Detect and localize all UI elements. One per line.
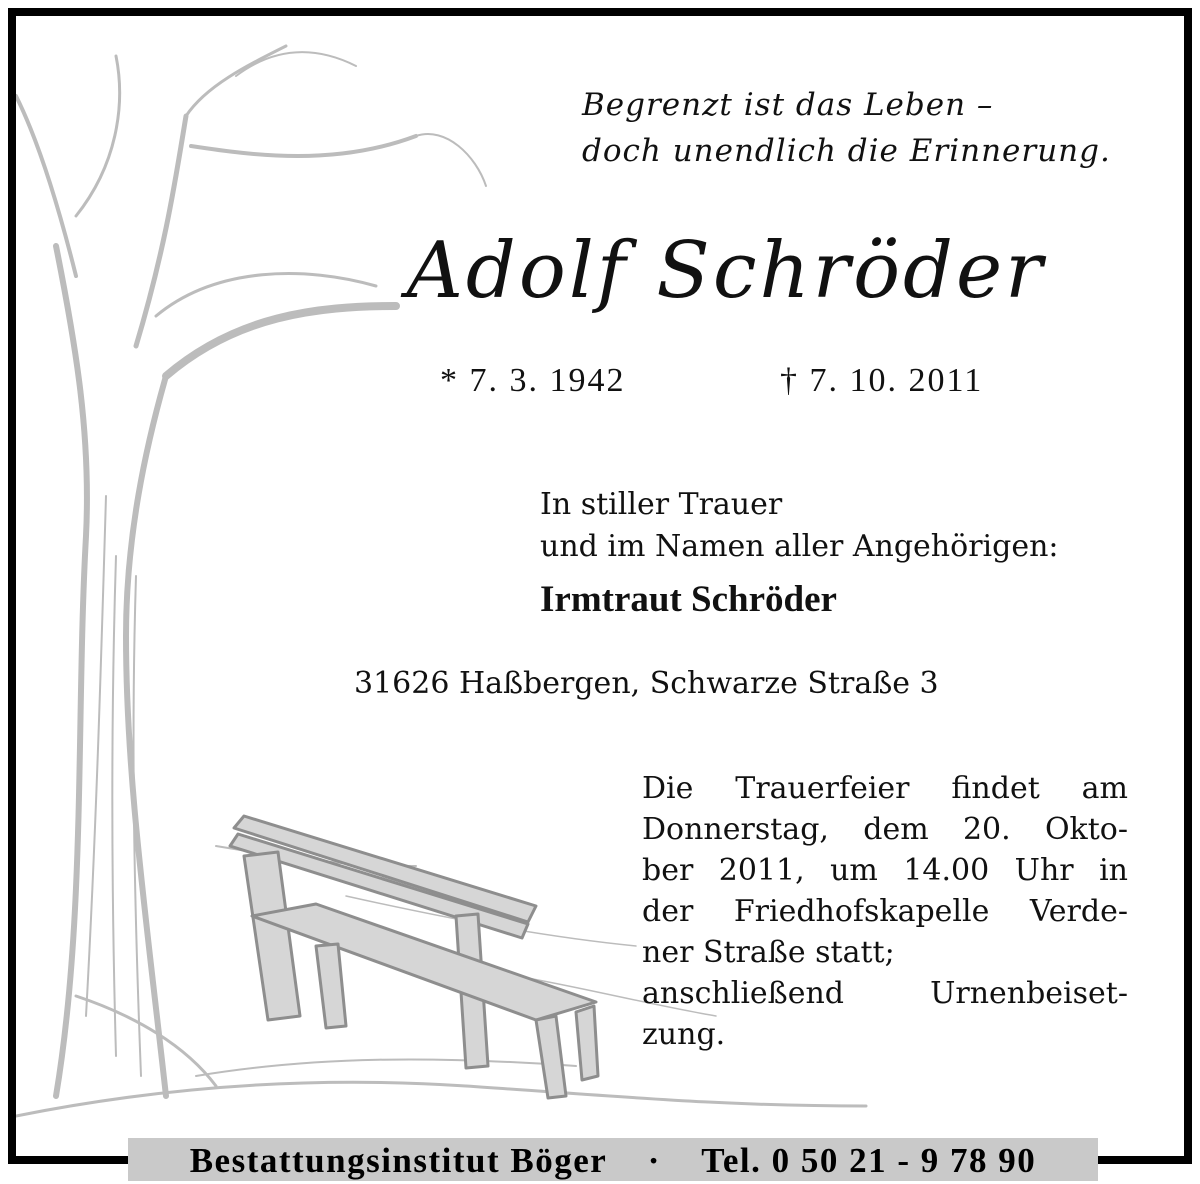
mourning-line-2: und im Namen aller Angehörigen: [540, 529, 1059, 564]
funeral-home-footer [128, 1138, 1098, 1181]
ceremony-line: Donnerstag, dem 20. Okto- [642, 812, 1128, 847]
ceremony-line: ner Straße statt; [642, 935, 895, 970]
mourner-address: 31626 Haßbergen, Schwarze Straße 3 [354, 666, 939, 701]
mourning-text [540, 484, 1059, 568]
footer-separator: · [647, 1141, 661, 1180]
funeral-home-phone: Tel. 0 50 21 - 9 78 90 [701, 1141, 1037, 1180]
deceased-name: Adolf Schröder [406, 226, 1046, 316]
funeral-home-name: Bestattungsinstitut Böger [189, 1141, 607, 1180]
birth-date: * 7. 3. 1942 [440, 362, 626, 399]
motto-line-1: Begrenzt ist das Leben – [582, 87, 994, 123]
death-date: † 7. 10. 2011 [780, 362, 984, 399]
mourning-line-1: In stiller Trauer [540, 487, 783, 522]
obituary-frame [8, 8, 1192, 1164]
ceremony-line: ber 2011, um 14.00 Uhr in [642, 853, 1128, 888]
mourner-name: Irmtraut Schröder [540, 579, 837, 620]
ceremony-notice [642, 768, 1128, 1055]
ceremony-line: Die Trauerfeier findet am [642, 771, 1128, 806]
motto-line-2: doch unendlich die Erinnerung. [582, 133, 1111, 169]
ceremony-line: zung. [642, 1017, 726, 1052]
ceremony-line: der Friedhofskapelle Verde- [642, 894, 1128, 929]
motto-quote [582, 82, 1111, 174]
ceremony-line: anschließend Urnenbeiset- [642, 976, 1128, 1011]
